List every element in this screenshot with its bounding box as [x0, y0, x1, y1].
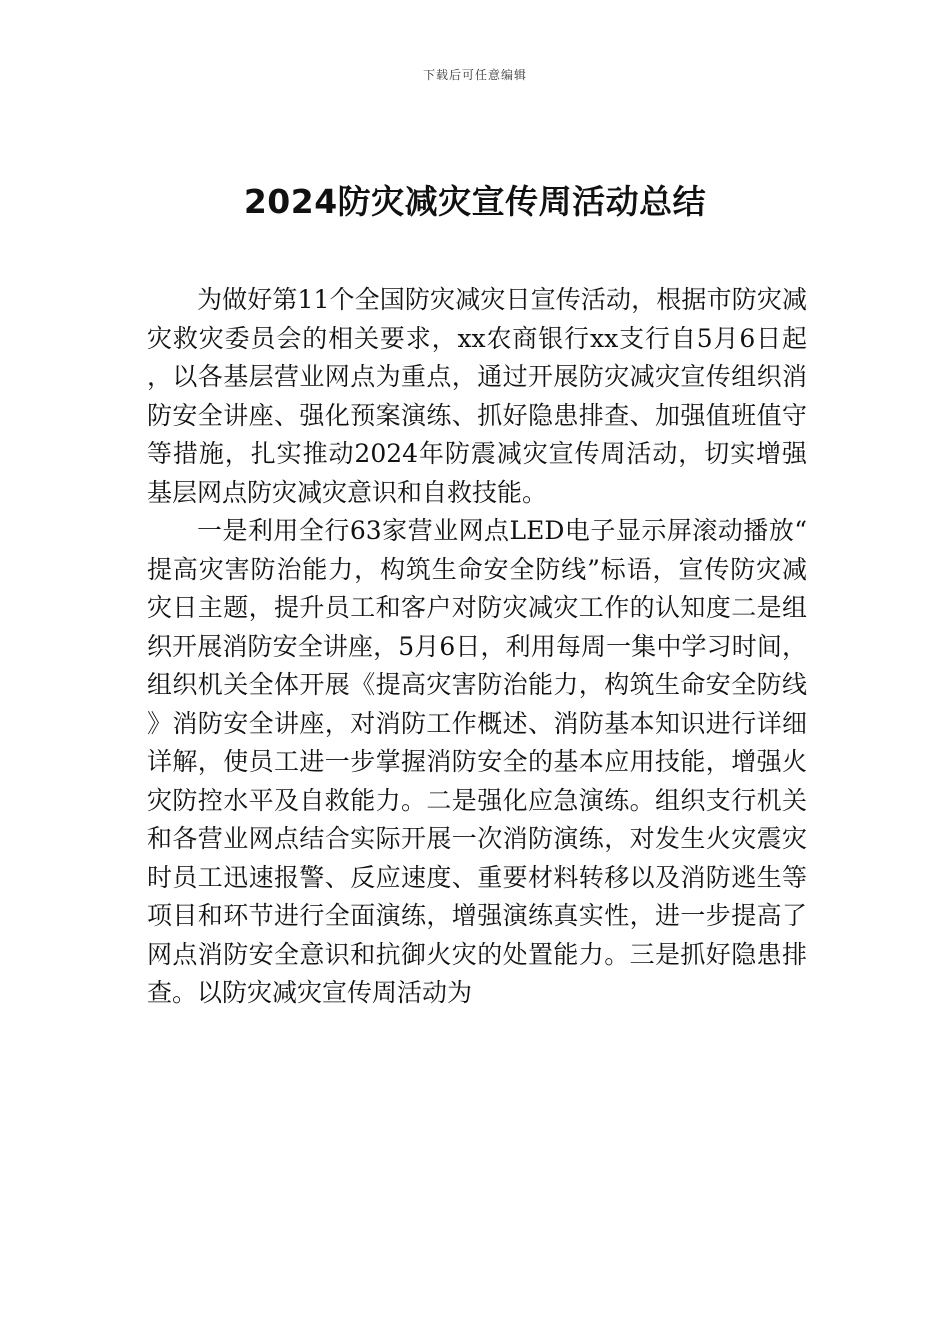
document-title: 2024防灾减灾宣传周活动总结: [243, 182, 707, 221]
document-body: [147, 281, 807, 1013]
paragraph-intro: 为做好第11个全国防灾减灾日宣传活动，根据市防灾减灾救灾委员会的相关要求，xx农商银行xx支行自5月6日起，以各基层营业网点为重点，通过开展防灾减灾宣传组织消防安全讲座、强化预案演练、抓好隐患排查、加强值班值守等措施，扎实推动2024年防震减灾宣传周活动，切实增强基层网点防灾减灾意识和自救技能。: [147, 285, 807, 507]
page-header-note: 下载后可任意编辑: [422, 68, 527, 82]
paragraph-measures: 一是利用全行63家营业网点LED电子显示屏滚动播放“提高灾害防治能力，构筑生命安全防线”标语，宣传防灾减灾日主题，提升员工和客户对防灾减灾工作的认知度二是组织开展消防安全讲座，5月6日，利用每周一集中学习时间，组织机关全体开展《提高灾害防治能力，构筑生命安全防线》消防安全讲座，对消防工作概述、消防基本知识进行详细详解，使员工进一步掌握消防安全的基本应用技能，增强火灾防控水平及自救能力。二是强化应急演练。组织支行机关和各营业网点结合实际开展一次消防演练，对发生火灾震灾时员工迅速报警、反应速度、重要材料转移以及消防逃生等项目和环节进行全面演练，增强演练真实性，进一步提高了网点消防安全意识和抗御火灾的处置能力。三是抓好隐患排查。以防灾减灾宣传周活动为: [147, 516, 807, 1007]
